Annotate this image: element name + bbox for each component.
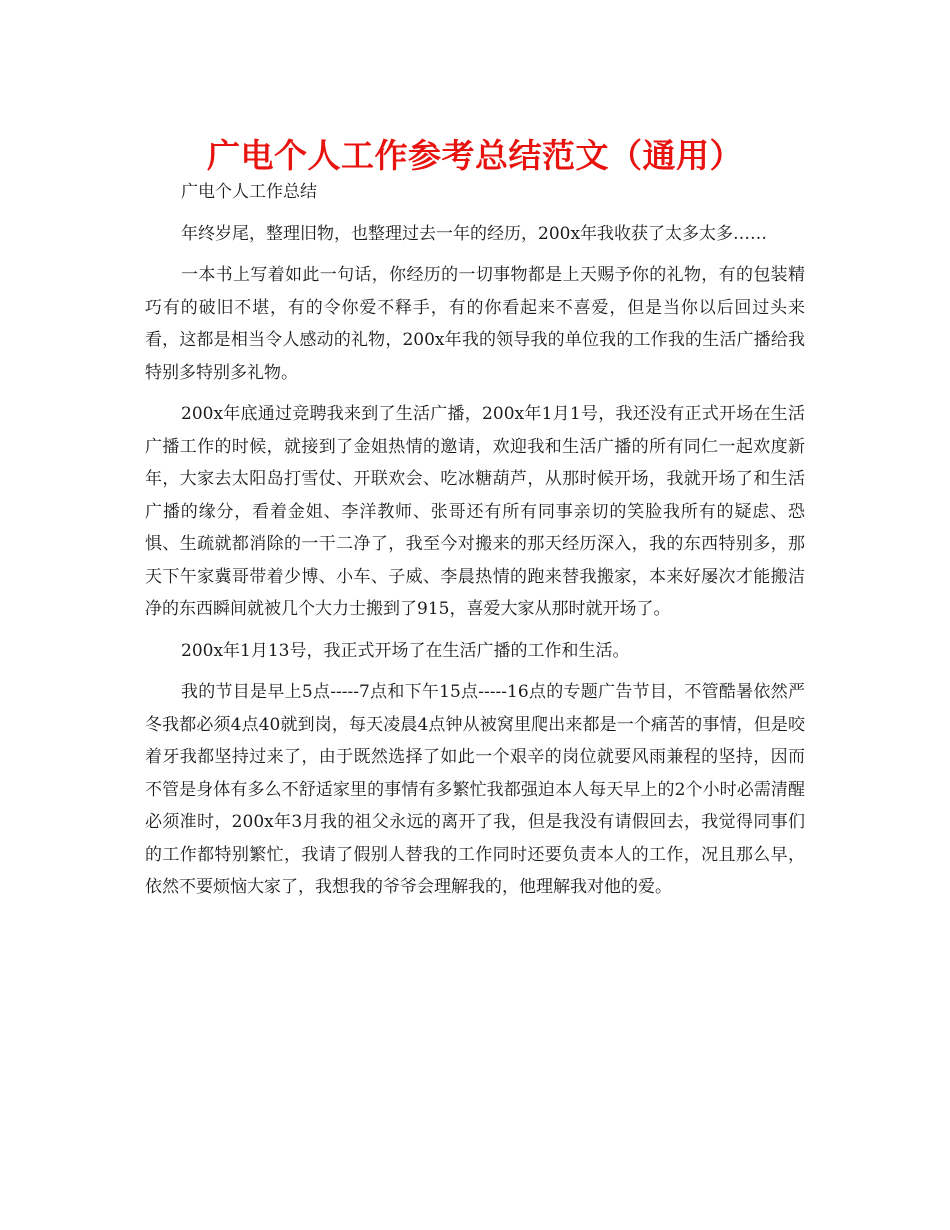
paragraph-start-date: 200x年1月13号，我正式开场了在生活广播的工作和生活。 bbox=[181, 640, 630, 661]
document-body bbox=[145, 176, 805, 904]
paragraph-intro: 年终岁尾，整理旧物，也整理过去一年的经历，200x年我收获了太多太多…… bbox=[181, 223, 768, 244]
section-heading: 广电个人工作总结 bbox=[181, 182, 317, 202]
document-title: 广电个人工作参考总结范文（通用） bbox=[207, 136, 743, 175]
paragraph-gift: 一本书上写着如此一句话，你经历的一切事物都是上天赐予你的礼物，有的包装精巧有的破旧不堪，有的令你爱不释手，有的你看起来不喜爱，但是当你以后回过头来看，这都是相当令人感动的礼物，200x年我的领导我的单位我的工作我的生活广播给我特别多特别多礼物。 bbox=[145, 265, 805, 383]
paragraph-joining: 200x年底通过竞聘我来到了生活广播，200x年1月1号，我还没有正式开场在生活广播工作的时候，就接到了金姐热情的邀请，欢迎我和生活广播的所有同仁一起欢度新年，大家去太阳岛打雪仗、开联欢会、吃冰糖葫芦，从那时候开场，我就开场了和生活广播的缘分，看着金姐、李洋教师、张哥还有所有同事亲切的笑脸我所有的疑虑、恐惧、生疏就都消除的一干二净了，我至今对搬来的那天经历深入，我的东西特别多，那天下午家冀哥带着少博、小车、子威、李晨热情的跑来替我搬家，本来好屡次才能搬洁净的东西瞬间就被几个大力士搬到了915，喜爱大家从那时就开场了。 bbox=[145, 404, 805, 619]
paragraph-program: 我的节目是早上5点-----7点和下午15点-----16点的专题广告节目，不管酷暑依然严冬我都必须4点40就到岗，每天凌晨4点钟从被窝里爬出来都是一个痛苦的事情，但是咬着牙我都坚持过来了，由于既然选择了如此一个艰辛的岗位就要风雨兼程的坚持，因而不管是身体有多么不舒适家里的事情有多繁忙我都强迫本人每天早上的2个小时必需清醒必须准时，200x年3月我的祖父永远的离开了我，但是我没有请假回去，我觉得同事们的工作都特别繁忙，我请了假别人替我的工作同时还要负责本人的工作，况且那么早，依然不要烦恼大家了，我想我的爷爷会理解我的，他理解我对他的爱。 bbox=[145, 682, 805, 897]
